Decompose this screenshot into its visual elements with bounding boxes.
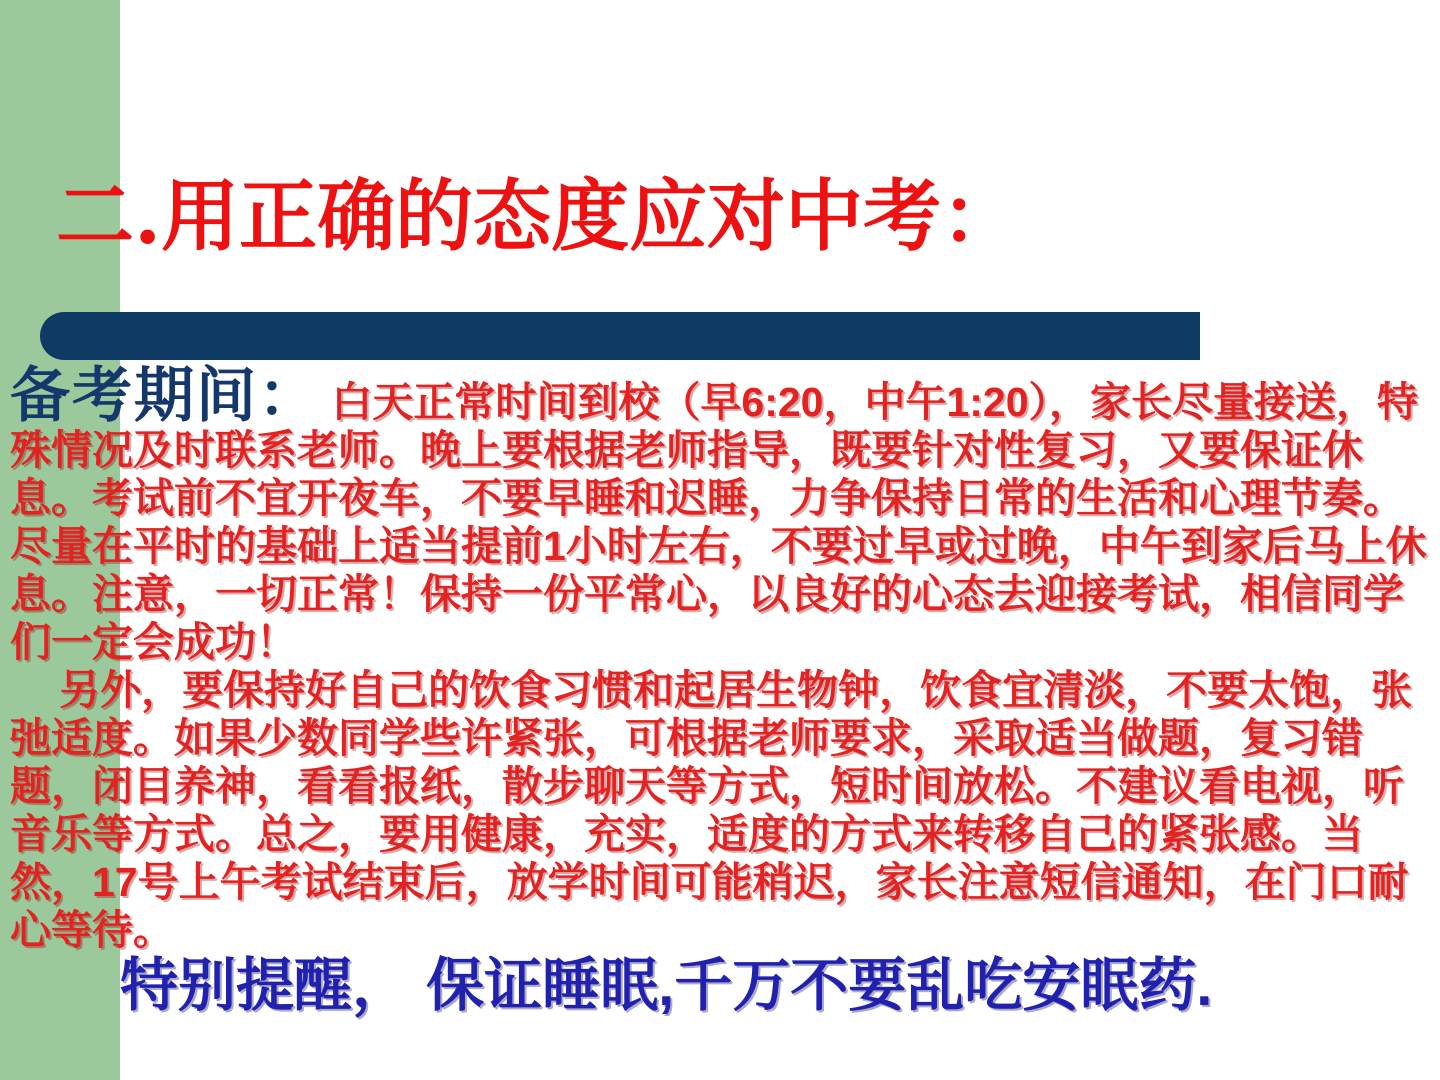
paragraph-1 <box>10 362 1434 666</box>
divider-bar <box>40 312 1200 360</box>
highlight-note: 特别提醒， 保证睡眠,千万不要乱吃安眠药. <box>120 953 1213 1018</box>
paragraph-1-text: 白天正常时间到校（早6:20，中午1:20），家长尽量接送，特殊情况及时联系老师。晚上要根据老师指导，既要针对性复习，又要保证休息。考试前不宜开夜车，不要早睡和迟睡，力争保持日常的生活和心理节奏。尽量在平时的基础上适当提前1小时左右，不要过早或过晚，中午到家后马上休息。注意，一切正常！保持一份平常心，以良好的心态去迎接考试，相信同学们一定会成功！ <box>10 379 1427 665</box>
body-text-block <box>10 362 1434 954</box>
section-label: 备考期间： <box>10 362 320 429</box>
paragraph-2: 另外，要保持好自己的饮食习惯和起居生物钟，饮食宜清淡，不要太饱，张弛适度。如果少数同学些许紧张，可根据老师要求，采取适当做题，复习错题，闭目养神，看看报纸，散步聊天等方式，短时间放松。不建议看电视，听音乐等方式。总之，要用健康，充实，适度的方式来转移自己的紧张感。当然，17号上午考试结束后，放学时间可能稍迟，家长注意短信通知，在门口耐心等待。 <box>10 667 1413 953</box>
slide-title: 二.用正确的态度应对中考： <box>56 171 1020 262</box>
